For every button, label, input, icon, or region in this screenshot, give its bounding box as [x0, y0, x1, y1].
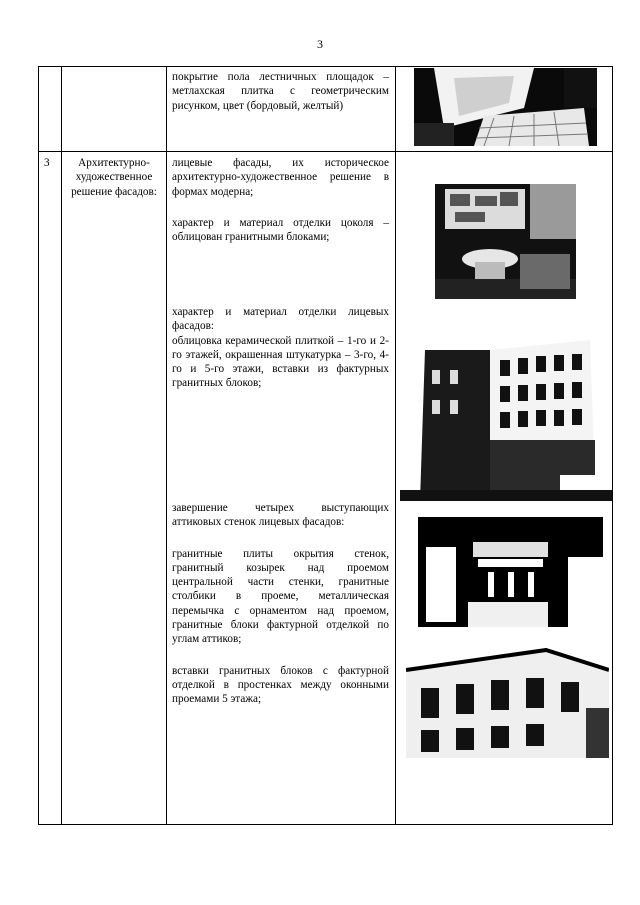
floor-tile-photo [414, 68, 597, 146]
facade-building-photo [400, 330, 612, 501]
description-paragraph: вставки гранитных блоков с фактурной отделкой в простенках между оконными проемами 5 этажа; [172, 664, 389, 706]
granite-inserts-photo [406, 648, 609, 758]
row-1-description [172, 70, 389, 113]
description-paragraph: характер и материал отделки цоколя – облицован гранитными блоками; [172, 216, 389, 244]
table-col-divider-2 [166, 66, 167, 825]
row-2-block-1 [172, 156, 389, 244]
description-paragraph: облицовка керамической плиткой – 1-го и 2-го этажей, окрашенная штукатурка – 3-го, 4-го и 5-го этажи, вставки из фактурных гранитных блоков; [172, 334, 389, 390]
row-2-number: 3 [44, 157, 50, 169]
attic-wall-photo [408, 517, 603, 627]
description-paragraph: покрытие пола лестничных площадок – метлахская плитка с геометрическим рисунком, цвет (бордовый, желтый) [172, 71, 389, 112]
row-2-block-3 [172, 501, 389, 707]
table-border-row-divider [38, 151, 613, 152]
table-col-divider-3 [395, 66, 396, 825]
table-border-top [38, 66, 613, 67]
row-2-block-2 [172, 305, 389, 391]
table-border-right [612, 66, 613, 825]
table-border-bottom [38, 824, 613, 825]
description-paragraph: гранитные плиты окрытия стенок, гранитный козырек над проемом центральной части стенки, гранитные столбики в проеме, металлическая перемычка с орнаментом над проемом, гранитные блоки фактурной отделкой по углам аттиков; [172, 547, 389, 646]
page-number: 3 [317, 37, 323, 51]
table-col-divider-1 [61, 66, 62, 825]
row-2-item: Архитектурно-художественное решение фасадов: [71, 157, 157, 198]
description-paragraph: лицевые фасады, их историческое архитектурно-художественное решение в формах модерна; [172, 157, 389, 198]
description-paragraph: завершение четырех выступающих аттиковых стенок лицевых фасадов: [172, 502, 389, 529]
table-border-left [38, 66, 39, 825]
description-paragraph: характер и материал отделки лицевых фасадов: [172, 306, 389, 333]
plinth-granite-photo [435, 184, 576, 299]
